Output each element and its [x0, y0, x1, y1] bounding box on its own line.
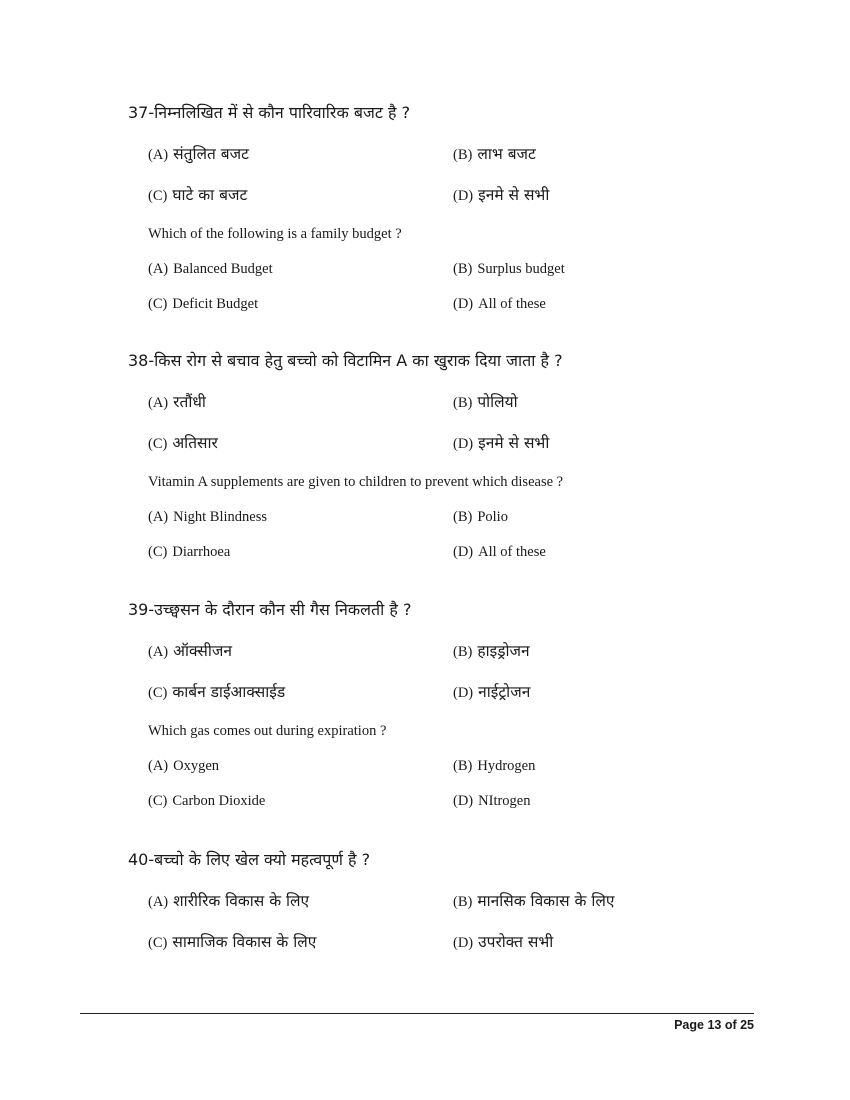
option-a: (A) Night Blindness [148, 509, 267, 525]
option-b: (B) लाभ बजट [453, 145, 536, 163]
option-d: (D) इनमे से सभी [453, 434, 550, 452]
question-39-hindi-options-row-2 [148, 681, 768, 703]
question-38-english: Vitamin A supplements are given to children to prevent which disease ? [148, 474, 564, 490]
page-number: Page 13 of 25 [674, 1018, 754, 1032]
question-37-hindi: 37-निम्नलिखित में से कौन पारिवारिक बजट है ? [128, 103, 411, 122]
question-39-english-options-row-2 [148, 790, 768, 812]
question-37-english: Which of the following is a family budget ? [148, 226, 402, 242]
question-37 [128, 101, 768, 315]
question-37-english-options-row-1 [148, 258, 768, 280]
question-40-hindi-options-row-2 [148, 931, 768, 953]
option-b: (B) Polio [453, 509, 508, 525]
question-37-hindi-options-row-2 [148, 184, 768, 206]
question-38 [128, 349, 768, 563]
option-a: (A) ऑक्सीजन [148, 642, 232, 660]
question-38-hindi-options-row-1 [148, 391, 768, 413]
option-b: (B) हाइड्रोजन [453, 642, 530, 660]
option-a: (A) Oxygen [148, 758, 220, 774]
option-b: (B) Surplus budget [453, 261, 565, 277]
option-d: (D) All of these [453, 544, 546, 560]
question-37-hindi-options-row-1 [148, 143, 768, 165]
option-d: (D) इनमे से सभी [453, 186, 550, 204]
question-39 [128, 598, 768, 812]
footer-divider [80, 1013, 754, 1014]
option-c: (C) सामाजिक विकास के लिए [148, 933, 317, 951]
option-b: (B) Hydrogen [453, 758, 536, 774]
question-38-hindi: 38-किस रोग से बचाव हेतु बच्चो को विटामिन A का खुराक दिया जाता है ? [128, 351, 563, 370]
option-c: (C) घाटे का बजट [148, 186, 248, 204]
option-d: (D) All of these [453, 296, 546, 312]
option-d: (D) नाईट्रोजन [453, 683, 531, 701]
question-39-hindi: 39-उच्छ्वसन के दौरान कौन सी गैस निकलती है ? [128, 600, 412, 619]
option-c: (C) कार्बन डाईआक्साईड [148, 683, 286, 701]
option-a: (A) शारीरिक विकास के लिए [148, 892, 310, 910]
question-39-hindi-options-row-1 [148, 640, 768, 662]
option-b: (B) मानसिक विकास के लिए [453, 892, 615, 910]
option-d: (D) उपरोक्त सभी [453, 933, 554, 951]
question-38-hindi-options-row-2 [148, 432, 768, 454]
question-38-english-options-row-1 [148, 506, 768, 528]
question-37-english-options-row-2 [148, 293, 768, 315]
question-39-english-options-row-1 [148, 755, 768, 777]
option-a: (A) रतौंधी [148, 393, 206, 411]
option-c: (C) अतिसार [148, 434, 218, 452]
question-38-english-options-row-2 [148, 541, 768, 563]
option-a: (A) संतुलित बजट [148, 145, 249, 163]
option-c: (C) Diarrhoea [148, 544, 231, 560]
question-40-hindi-options-row-1 [148, 890, 768, 912]
question-40 [128, 848, 768, 953]
question-40-hindi: 40-बच्चो के लिए खेल क्यो महत्वपूर्ण है ? [128, 850, 371, 869]
question-39-english: Which gas comes out during expiration ? [148, 723, 387, 739]
option-c: (C) Carbon Dioxide [148, 793, 266, 809]
option-d: (D) NItrogen [453, 793, 531, 809]
option-a: (A) Balanced Budget [148, 261, 273, 277]
option-b: (B) पोलियो [453, 393, 518, 411]
option-c: (C) Deficit Budget [148, 296, 259, 312]
